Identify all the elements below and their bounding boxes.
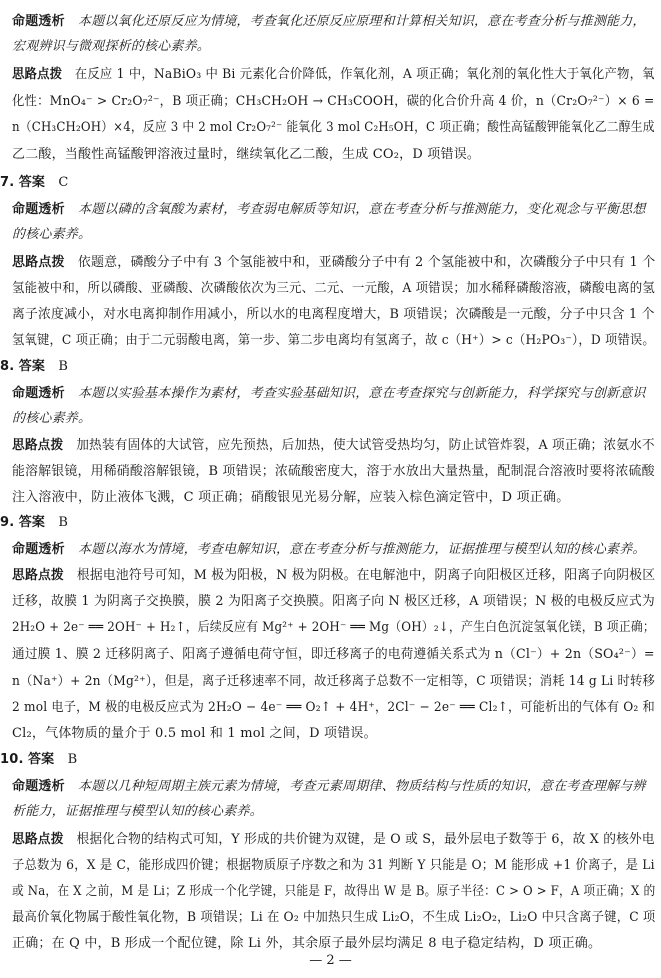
answer-value: B [58, 515, 69, 530]
silu-line: 化性：MnO₄⁻ > Cr₂O₇²⁻，B 项正确；CH₃CH₂OH → CH₃COOH，碳的化合价升高 4 价，n（Cr₂O₇²⁻）× 6 = [12, 94, 655, 109]
answer-value: B [67, 752, 78, 767]
silu-line [12, 831, 655, 849]
silu-line: 2H₂O + 2e⁻ ══ 2OH⁻ + H₂↑，后续反应有 Mg²⁺ + 2OH⁻ ══ Mg（OH）₂↓，产生白色沉淀氢氧化镁，B 项正确； [12, 620, 656, 635]
question-number: 7. [0, 175, 15, 190]
answer-label: 答案 [27, 752, 55, 767]
mingti-text: 本题以氧化还原反应为情境，考查氧化还原反应原理和计算相关知识，意在考查分析与推测能力， [78, 14, 646, 29]
silu-line: 离子浓度减小，对水电离抑制作用减小，所以水的电离程度增大，B 项错误；次磷酸是一元酸，分子中只含 1 个 [12, 307, 655, 322]
silu-line: 乙二酸，当酸性高锰酸钾溶液过量时，继续氧化乙二酸，生成 CO₂，D 项错误。 [12, 147, 481, 162]
silu-label: 思路点拨 [12, 832, 64, 847]
silu-label: 思路点拨 [12, 568, 64, 583]
silu-label: 思路点拨 [12, 438, 64, 453]
mingti-text: 本题以实验基本操作为素材，考查实验基础知识，意在考查探究与创新能力，科学探究与创新意识 [78, 386, 646, 401]
silu-line [12, 66, 655, 84]
mingti-line: 析能力，证据推理与模型认知的核心素养。 [12, 804, 263, 819]
silu-text: 加热装有固体的大试管，应先预热，后加热，使大试管受热均匀，防止试管炸裂，A 项正确；浓氨水不 [76, 438, 655, 453]
answer-heading [0, 358, 68, 376]
mingti-text: 本题以磷的含氧酸为素材，考查弱电解质等知识，意在考查分析与推测能力，变化观念与平衡思想 [78, 202, 646, 217]
mingti-line [12, 201, 646, 219]
mingti-text: 本题以几种短周期主族元素为情境，考查元素周期律、物质结构与性质的知识，意在考查理解与辨 [78, 779, 646, 794]
silu-line: n（Na⁺）+ 2n（Mg²⁺），但是，离子迁移速率不同，故迁移离子总数不一定相等，C 项错误；消耗 14 g Li 时转移 [12, 674, 655, 689]
mingti-line [12, 13, 646, 31]
silu-text: 根据电池符号可知，M 极为阳极，N 极为阴极。在电解池中，阴离子向阳极区迁移，阳离子向阴极区 [76, 568, 656, 583]
answer-label: 答案 [18, 515, 46, 530]
mingti-label: 命题透析 [12, 14, 65, 29]
mingti-label: 命题透析 [12, 386, 65, 401]
silu-text: 在反应 1 中，NaBiO₃ 中 Bi 元素化合价降低，作氧化剂，A 项正确；氧化剂的氧化性大于氧化产物，氧 [74, 67, 655, 82]
mingti-line [12, 385, 646, 403]
silu-text: 依题意，磷酸分子中有 3 个氢能被中和，亚磷酸分子中有 2 个氢能被中和，次磷酸分子中只有 1 个 [77, 255, 656, 270]
silu-line: 能溶解银镜，用稀硝酸溶解银镜，B 项错误；浓硫酸密度大，溶于水放出大量热量，配制混合溶液时要将浓硫酸 [12, 464, 655, 479]
silu-label: 思路点拨 [12, 255, 65, 270]
answer-value: B [58, 359, 69, 374]
silu-line: 最高价氧化物属于酸性氧化物，B 项错误；Li 在 O₂ 中加热只生成 Li₂O，不生成 Li₂O₂，Li₂O 中只含离子键，C 项 [12, 910, 656, 925]
mingti-line: 的核心素养。 [12, 227, 92, 242]
silu-line: 2 mol 电子，M 极的电极反应式为 2H₂O − 4e⁻ ══ O₂↑ + 4H⁺，2Cl⁻ − 2e⁻ ══ Cl₂↑，可能析出的气体有 O₂ 和 [12, 700, 655, 715]
silu-line: 氢氧键，C 项正确；由于二元弱酸电离，第一步、第二步电离均有氢离子，故 c（H⁺）> c（H₂PO₃⁻），D 项错误。 [12, 333, 655, 348]
answer-label: 答案 [18, 175, 46, 190]
answer-heading [0, 751, 77, 769]
silu-line [12, 567, 655, 585]
silu-line: 正确；在 Q 中，B 形成一个配位键，除 Li 外，其余原子最外层均满足 8 电子稳定结构，D 项正确。 [12, 936, 602, 951]
silu-text: 根据化合物的结构式可知，Y 形成的共价键为双键，是 O 或 S，最外层电子数等于 6，故 X 的核外电 [76, 832, 655, 847]
answer-value: C [58, 175, 69, 190]
silu-line [12, 437, 655, 455]
mingti-label: 命题透析 [12, 202, 65, 217]
mingti-label: 命题透析 [12, 542, 65, 557]
answer-heading [0, 514, 68, 532]
silu-line: 通过膜 1、膜 2 迁移阴离子、阳离子遵循电荷守恒，即迁移离子的电荷遵循关系式为 n（Cl⁻）+ 2n（SO₄²⁻）= [12, 647, 655, 662]
mingti-line: 的核心素养。 [12, 411, 92, 426]
question-number: 9. [0, 515, 15, 530]
answer-label: 答案 [18, 359, 46, 374]
silu-line: 注入溶液中，防止液体飞溅，C 项正确；硝酸银见光易分解，应装入棕色滴定管中，D 项正确。 [12, 490, 570, 505]
silu-label: 思路点拨 [12, 67, 63, 82]
silu-line: 迁移，故膜 1 为阴离子交换膜，膜 2 为阳离子交换膜。阳离子向 N 极区迁移，A 项错误；N 极的电极反应式为 [12, 594, 655, 609]
mingti-line [12, 778, 646, 796]
mingti-text: 本题以海水为情境，考查电解知识，意在考查分析与推测能力，证据推理与模型认知的核心素养。 [78, 542, 646, 557]
question-number: 8. [0, 359, 15, 374]
silu-line: 氢能被中和，所以磷酸、亚磷酸、次磷酸依次为三元、二元、一元酸，A 项错误；加水稀释磷酸溶液，磷酸电离的氢 [12, 281, 655, 296]
question-number: 10. [0, 752, 24, 767]
mingti-line [12, 541, 646, 559]
silu-line: 子总数为 6，X 是 C，能形成四价键；根据物质原子序数之和为 31 判断 Y 只能是 O；M 能形成 +1 价离子，是 Li [12, 858, 655, 873]
answer-heading [0, 174, 69, 192]
silu-line: 或 Na，在 X 之前，M 是 Li；Z 形成一个化学键，只能是 F，故得出 W 是 B。原子半径：C > O > F，A 项正确；X 的 [12, 884, 656, 899]
mingti-line: 宏观辨识与微观探析的核心素养。 [12, 39, 211, 54]
page-number: — 2 — [309, 953, 352, 968]
silu-line: Cl₂，气体物质的量介于 0.5 mol 和 1 mol 之间，D 项错误。 [12, 726, 377, 741]
silu-line: n（CH₃CH₂OH）×4，反应 3 中 2 mol Cr₂O₇²⁻ 能氧化 3 mol C₂H₅OH，C 项正确；酸性高锰酸钾能氧化乙二醇生成 [12, 120, 655, 135]
silu-line [12, 254, 655, 272]
mingti-label: 命题透析 [12, 779, 65, 794]
